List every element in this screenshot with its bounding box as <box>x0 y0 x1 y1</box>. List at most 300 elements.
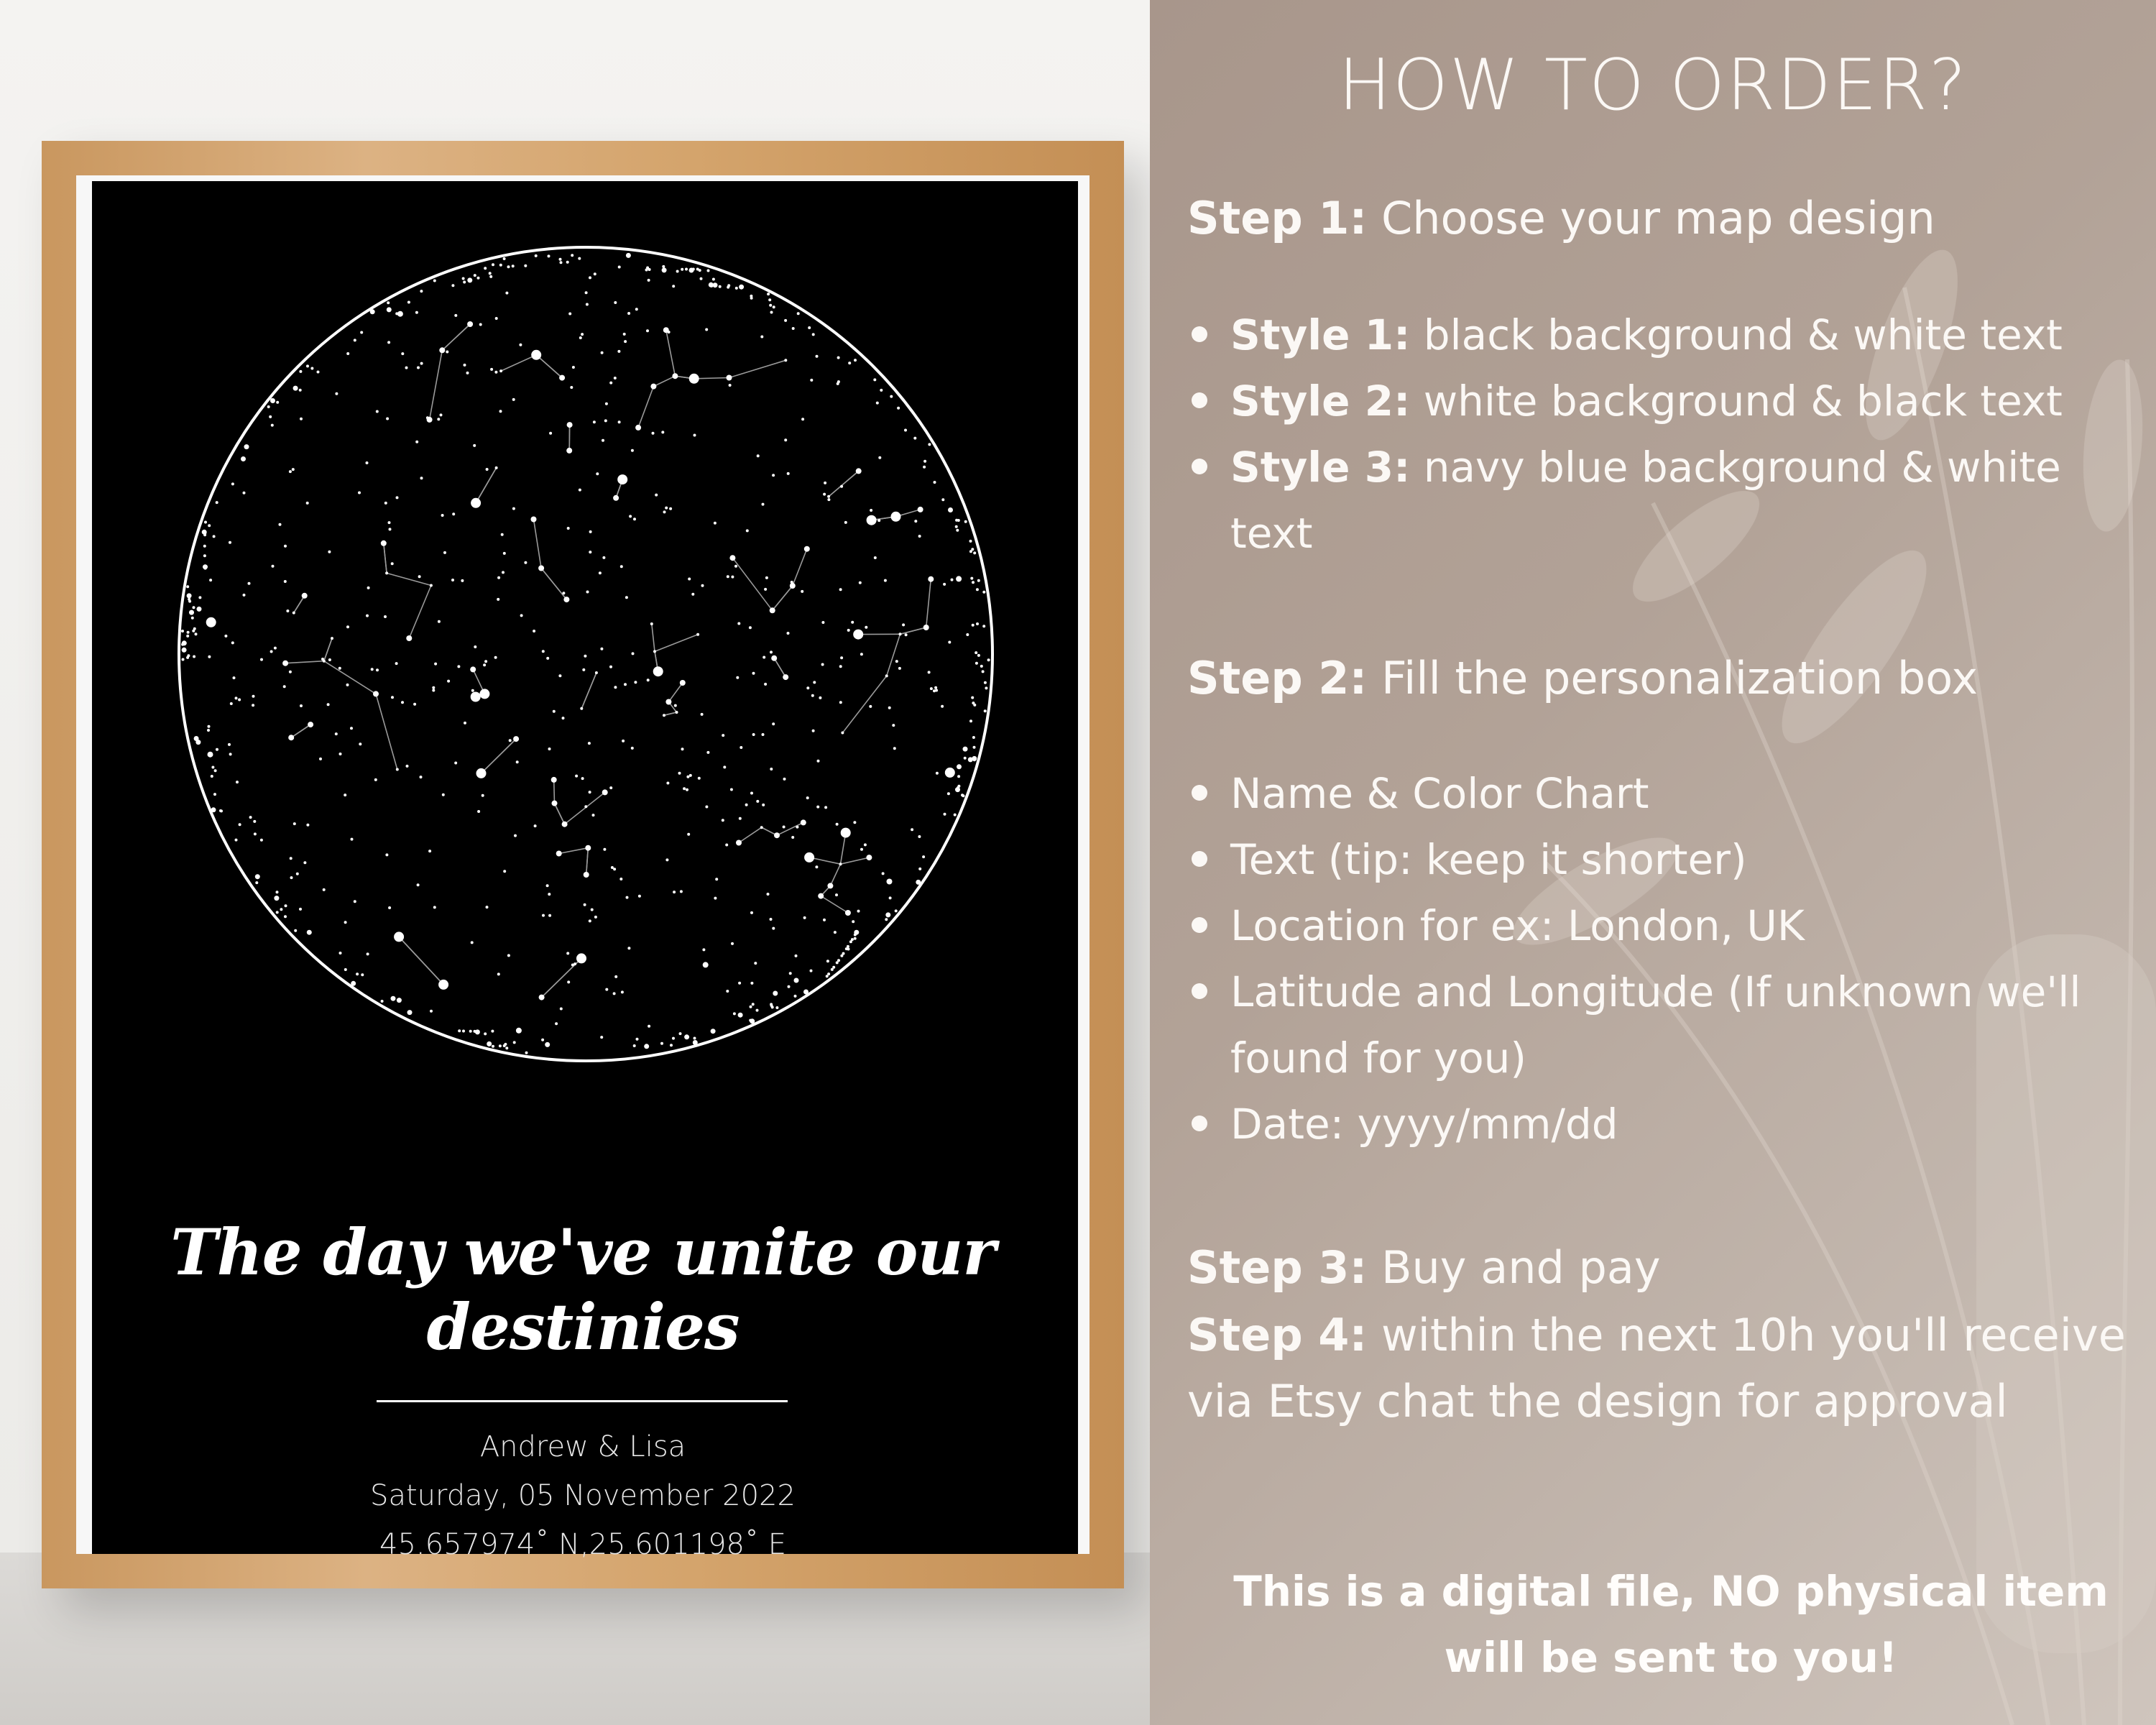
star <box>359 742 361 745</box>
star <box>306 364 309 367</box>
star <box>490 368 493 371</box>
star <box>831 968 834 971</box>
star <box>806 796 809 799</box>
star <box>790 583 796 589</box>
star <box>244 444 249 449</box>
star <box>693 1040 698 1045</box>
star <box>317 371 320 374</box>
star <box>589 530 592 533</box>
star <box>827 498 830 501</box>
star <box>290 876 293 879</box>
star <box>395 312 398 315</box>
star <box>296 873 299 875</box>
star <box>874 556 877 559</box>
star <box>489 275 492 278</box>
star <box>469 1030 472 1033</box>
star <box>197 607 202 612</box>
star <box>686 788 688 791</box>
star <box>335 392 338 395</box>
star <box>417 883 420 886</box>
star <box>867 515 877 525</box>
star <box>567 980 570 983</box>
star <box>604 419 607 422</box>
star <box>750 1006 752 1008</box>
star <box>787 632 790 635</box>
star <box>482 794 484 797</box>
star <box>327 703 330 706</box>
star <box>984 709 987 712</box>
star <box>892 724 895 727</box>
star <box>570 386 573 389</box>
star <box>512 398 515 401</box>
star <box>752 672 755 675</box>
star <box>736 676 739 679</box>
star <box>479 689 489 699</box>
star <box>666 782 669 785</box>
field-lat-long: Latitude and Longitude (If unknown we'll found for you) <box>1230 967 2081 1082</box>
star <box>514 834 517 837</box>
star <box>599 571 602 574</box>
star <box>344 794 346 796</box>
star <box>407 301 410 304</box>
star <box>233 676 236 679</box>
digital-file-notice: This is a digital file, NO physical item will be sent to you! <box>1233 1567 2109 1682</box>
star <box>973 758 976 761</box>
star <box>975 662 978 665</box>
star <box>360 331 363 334</box>
star <box>706 751 709 754</box>
star <box>614 377 617 380</box>
star <box>524 264 527 267</box>
star <box>626 253 631 258</box>
star <box>784 438 787 441</box>
star <box>726 990 729 993</box>
star <box>689 374 699 384</box>
star <box>503 257 506 260</box>
star <box>501 533 504 536</box>
star <box>272 565 275 568</box>
star <box>770 650 773 653</box>
star <box>461 579 464 582</box>
star <box>730 788 733 791</box>
star <box>366 461 369 464</box>
star <box>633 1044 636 1047</box>
star <box>483 663 486 666</box>
star <box>376 410 379 413</box>
star <box>567 422 573 428</box>
star <box>618 420 621 423</box>
bullet-icon <box>1192 392 1207 408</box>
star <box>397 998 402 1003</box>
list-item <box>1187 434 2143 566</box>
star <box>665 507 668 510</box>
star <box>817 760 820 763</box>
star <box>193 656 195 658</box>
star <box>888 707 891 709</box>
star <box>605 988 608 991</box>
star <box>613 868 616 870</box>
star <box>548 748 551 750</box>
star <box>646 267 649 270</box>
star <box>289 470 292 473</box>
star <box>944 813 946 816</box>
star-map-circle <box>176 244 995 1064</box>
star <box>977 579 980 582</box>
star <box>484 660 487 663</box>
star <box>680 890 683 893</box>
star <box>211 766 214 769</box>
star <box>299 389 302 392</box>
style2-text: white background & black text <box>1423 377 2063 426</box>
star <box>589 276 591 279</box>
star <box>885 674 888 677</box>
star <box>878 456 881 459</box>
field-name-color: Name & Color Chart <box>1230 769 1649 818</box>
star <box>592 814 595 816</box>
star <box>859 581 862 584</box>
poster-divider <box>377 1400 788 1402</box>
star <box>885 912 890 917</box>
star <box>731 576 734 579</box>
star <box>692 268 695 271</box>
star <box>895 909 898 912</box>
star <box>299 370 302 373</box>
star <box>433 280 436 282</box>
star <box>609 786 612 789</box>
star <box>794 995 797 998</box>
star <box>975 651 977 654</box>
star <box>987 658 990 661</box>
star <box>405 367 408 369</box>
star <box>752 1003 755 1006</box>
star <box>470 666 476 672</box>
star <box>770 768 773 770</box>
star <box>302 593 308 599</box>
star <box>588 742 591 745</box>
star <box>824 806 827 809</box>
star <box>714 522 717 525</box>
star <box>181 630 184 632</box>
star <box>770 311 773 314</box>
star <box>765 576 768 579</box>
star <box>211 775 213 778</box>
star <box>739 817 742 820</box>
star <box>385 571 388 574</box>
star <box>869 705 872 708</box>
bullet-icon <box>1192 785 1207 801</box>
star <box>955 525 958 528</box>
star <box>452 512 455 515</box>
star <box>385 853 388 856</box>
star <box>187 593 192 598</box>
star <box>229 753 232 755</box>
star <box>591 908 594 911</box>
star <box>471 941 474 944</box>
star <box>467 321 473 327</box>
star <box>971 696 974 699</box>
star <box>956 576 962 581</box>
star <box>503 870 506 873</box>
star <box>589 791 591 794</box>
star <box>734 565 737 568</box>
star <box>494 656 497 659</box>
star <box>918 868 921 870</box>
list-item <box>1187 1091 2143 1157</box>
star <box>930 687 933 690</box>
star <box>627 947 630 949</box>
star <box>193 627 196 630</box>
star <box>686 776 689 778</box>
star <box>648 279 650 282</box>
star <box>876 402 879 405</box>
star <box>344 921 347 924</box>
star <box>923 625 929 630</box>
star <box>681 268 683 271</box>
star <box>477 810 480 813</box>
star <box>665 699 671 705</box>
star <box>889 896 892 899</box>
star <box>750 911 753 914</box>
star <box>918 535 921 538</box>
star <box>495 466 498 469</box>
star <box>581 777 584 780</box>
star <box>619 878 622 880</box>
star <box>300 704 303 707</box>
star <box>203 564 208 569</box>
star <box>650 622 653 625</box>
star <box>208 752 213 758</box>
style3-text: navy blue background & white text <box>1230 443 2061 558</box>
star <box>235 696 238 699</box>
star <box>803 916 806 919</box>
star <box>228 743 231 746</box>
star <box>346 352 349 355</box>
star <box>602 789 608 795</box>
star <box>356 972 359 975</box>
star <box>768 298 771 301</box>
star <box>669 507 672 510</box>
star <box>484 267 487 270</box>
star <box>556 851 562 857</box>
star <box>614 301 617 304</box>
star <box>191 617 194 620</box>
star <box>749 626 752 629</box>
star <box>525 1052 528 1054</box>
star <box>672 373 678 379</box>
star <box>772 474 775 477</box>
star <box>440 413 443 416</box>
star <box>770 1004 773 1007</box>
star <box>760 336 763 339</box>
star <box>870 509 872 512</box>
star <box>980 665 983 668</box>
star <box>679 1032 682 1035</box>
star <box>715 878 718 880</box>
star <box>613 992 616 995</box>
star <box>739 285 744 290</box>
star <box>803 990 808 995</box>
star <box>255 874 260 879</box>
star <box>216 748 218 751</box>
step3-label: Step 3: <box>1187 1241 1368 1294</box>
star <box>784 319 787 322</box>
star <box>853 630 863 640</box>
star <box>239 823 241 826</box>
star <box>696 633 699 636</box>
star <box>260 658 263 661</box>
star <box>948 641 951 644</box>
star <box>503 552 506 555</box>
star <box>976 588 979 591</box>
star <box>750 982 753 985</box>
star <box>806 686 809 689</box>
star <box>774 832 780 838</box>
star <box>824 482 826 484</box>
star <box>283 685 286 688</box>
star <box>519 344 522 346</box>
star <box>810 970 813 972</box>
star <box>255 881 258 884</box>
star <box>837 959 840 962</box>
step2-text: Fill the personalization box <box>1381 652 1978 704</box>
star <box>396 496 399 499</box>
star <box>371 668 374 671</box>
star <box>622 740 625 742</box>
star <box>652 432 655 435</box>
star <box>848 362 851 364</box>
star <box>827 495 830 498</box>
star <box>660 1042 663 1045</box>
star <box>823 493 826 496</box>
star <box>603 848 606 851</box>
star <box>918 835 921 838</box>
star <box>477 277 480 280</box>
star <box>406 765 409 768</box>
field-location: Location for ex: London, UK <box>1230 901 1805 950</box>
star <box>451 284 454 287</box>
star <box>705 328 708 331</box>
star <box>947 792 950 795</box>
star <box>346 625 349 628</box>
step4-text: within the next 10h you'll receive via Etsy chat the design for approval <box>1187 1309 2126 1427</box>
star <box>941 705 944 708</box>
star <box>454 314 457 317</box>
star <box>841 732 844 735</box>
star <box>551 777 557 783</box>
star <box>319 758 322 760</box>
star <box>593 420 596 423</box>
star <box>957 786 959 789</box>
star <box>767 293 770 295</box>
star <box>928 671 931 673</box>
star <box>860 653 863 656</box>
star <box>350 727 353 730</box>
star <box>254 832 257 835</box>
star <box>384 615 387 618</box>
star <box>854 359 857 362</box>
star <box>238 699 241 702</box>
poster-names: Andrew & Lisa <box>479 1430 686 1463</box>
star <box>401 701 404 704</box>
star <box>700 277 703 280</box>
star <box>572 366 575 369</box>
how-to-order-title: HOW TO ORDER? <box>1338 45 1968 126</box>
star <box>837 356 840 359</box>
star <box>729 384 732 387</box>
star <box>415 441 418 443</box>
star <box>839 862 842 865</box>
star <box>787 472 790 475</box>
star <box>618 266 621 269</box>
star <box>373 691 379 696</box>
star <box>852 920 854 923</box>
star <box>505 292 508 295</box>
star <box>840 656 843 659</box>
star <box>815 865 818 868</box>
star <box>438 980 448 990</box>
star <box>279 523 282 526</box>
star <box>182 648 187 653</box>
star <box>934 481 936 484</box>
star <box>366 615 369 617</box>
star <box>186 635 189 638</box>
star <box>270 398 273 401</box>
star <box>595 671 598 674</box>
star <box>801 590 803 593</box>
star <box>367 952 369 955</box>
bullet-icon <box>1192 459 1207 474</box>
star <box>293 386 298 391</box>
star <box>623 333 626 336</box>
star <box>443 551 446 554</box>
star <box>513 736 519 742</box>
star <box>559 258 562 261</box>
star <box>464 722 466 724</box>
star <box>512 264 515 267</box>
star <box>507 265 510 268</box>
star <box>826 975 829 978</box>
star <box>282 661 288 666</box>
star <box>499 369 502 372</box>
star <box>335 732 338 735</box>
star <box>567 527 570 530</box>
star <box>972 624 975 627</box>
star <box>840 485 843 488</box>
star <box>653 650 656 653</box>
star <box>713 282 718 288</box>
star <box>586 303 589 306</box>
star <box>880 389 883 392</box>
star <box>388 906 391 909</box>
star <box>694 434 696 437</box>
star <box>866 855 872 860</box>
star <box>489 272 492 275</box>
star <box>214 769 217 772</box>
star <box>351 981 356 986</box>
star <box>702 948 705 951</box>
star <box>914 520 917 523</box>
star <box>714 897 717 900</box>
star <box>821 621 824 624</box>
star <box>293 822 296 825</box>
star <box>631 747 634 750</box>
star <box>486 906 489 908</box>
star <box>887 879 893 885</box>
star <box>534 824 537 827</box>
star <box>770 918 773 921</box>
star <box>818 893 824 899</box>
star <box>231 641 234 644</box>
